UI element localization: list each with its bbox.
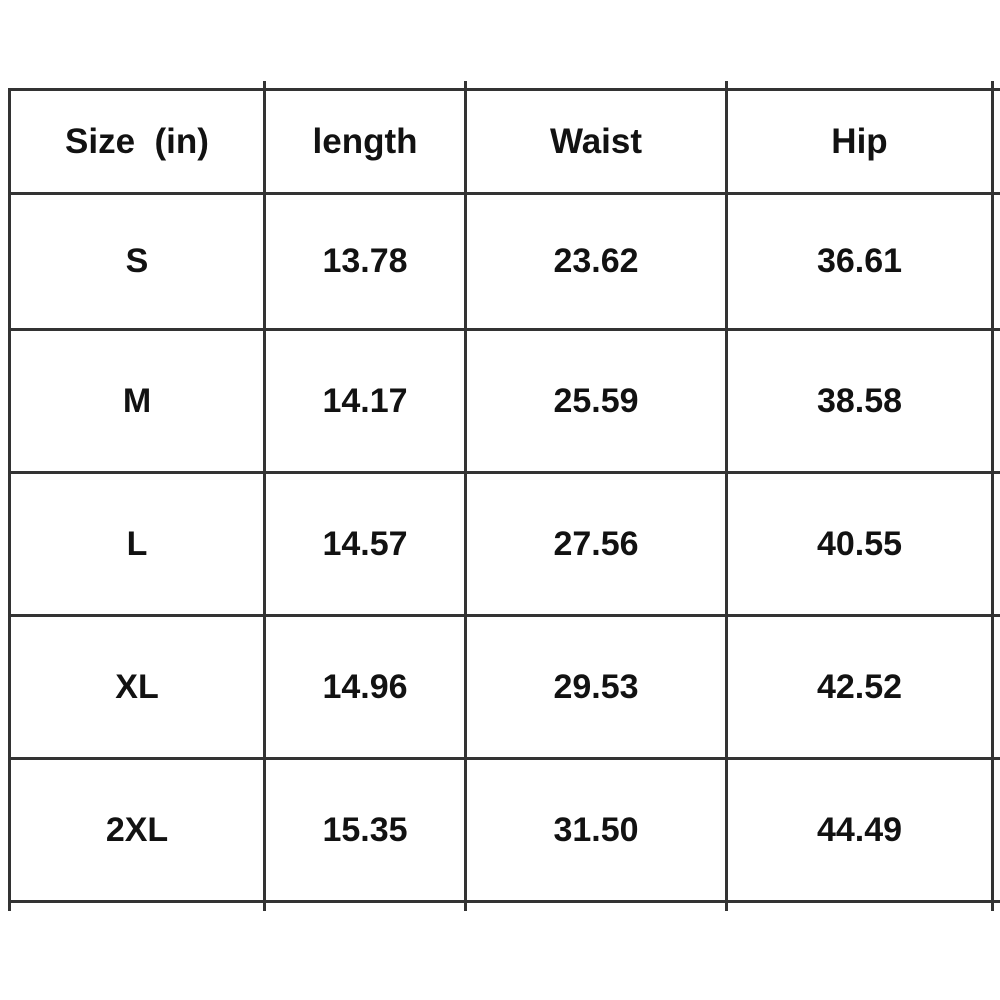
size-cell: XL bbox=[11, 617, 266, 760]
header-cell-hip: Hip bbox=[728, 91, 994, 195]
size-chart-table bbox=[8, 88, 1000, 906]
cutoff-cell bbox=[994, 195, 1000, 331]
crop-stub-top-4 bbox=[991, 81, 994, 88]
length-cell: 15.35 bbox=[266, 760, 467, 903]
waist-cell: 23.62 bbox=[467, 195, 728, 331]
crop-stub-bottom-1 bbox=[263, 903, 266, 911]
crop-stub-bottom-3 bbox=[725, 903, 728, 911]
crop-stub-bottom-0 bbox=[8, 903, 11, 911]
waist-cell: 27.56 bbox=[467, 474, 728, 617]
length-cell: 13.78 bbox=[266, 195, 467, 331]
size-cell: 2XL bbox=[11, 760, 266, 903]
header-cell-length: length bbox=[266, 91, 467, 195]
header-cell-waist: Waist bbox=[467, 91, 728, 195]
crop-stub-top-2 bbox=[464, 81, 467, 88]
hip-cell: 38.58 bbox=[728, 331, 994, 474]
waist-cell: 25.59 bbox=[467, 331, 728, 474]
hip-cell: 36.61 bbox=[728, 195, 994, 331]
hip-cell: 44.49 bbox=[728, 760, 994, 903]
cutoff-cell bbox=[994, 617, 1000, 760]
size-cell: S bbox=[11, 195, 266, 331]
hip-cell: 42.52 bbox=[728, 617, 994, 760]
waist-cell: 29.53 bbox=[467, 617, 728, 760]
crop-stub-top-3 bbox=[725, 81, 728, 88]
header-cell-cutoff bbox=[994, 91, 1000, 195]
cutoff-cell bbox=[994, 331, 1000, 474]
hip-cell: 40.55 bbox=[728, 474, 994, 617]
waist-cell: 31.50 bbox=[467, 760, 728, 903]
crop-stub-bottom-4 bbox=[991, 903, 994, 911]
crop-stub-bottom-2 bbox=[464, 903, 467, 911]
size-cell: L bbox=[11, 474, 266, 617]
length-cell: 14.17 bbox=[266, 331, 467, 474]
size-cell: M bbox=[11, 331, 266, 474]
cutoff-cell bbox=[994, 474, 1000, 617]
cutoff-cell bbox=[994, 760, 1000, 903]
length-cell: 14.96 bbox=[266, 617, 467, 760]
crop-stub-top-1 bbox=[263, 81, 266, 88]
header-cell-size: Size (in) bbox=[11, 91, 266, 195]
length-cell: 14.57 bbox=[266, 474, 467, 617]
